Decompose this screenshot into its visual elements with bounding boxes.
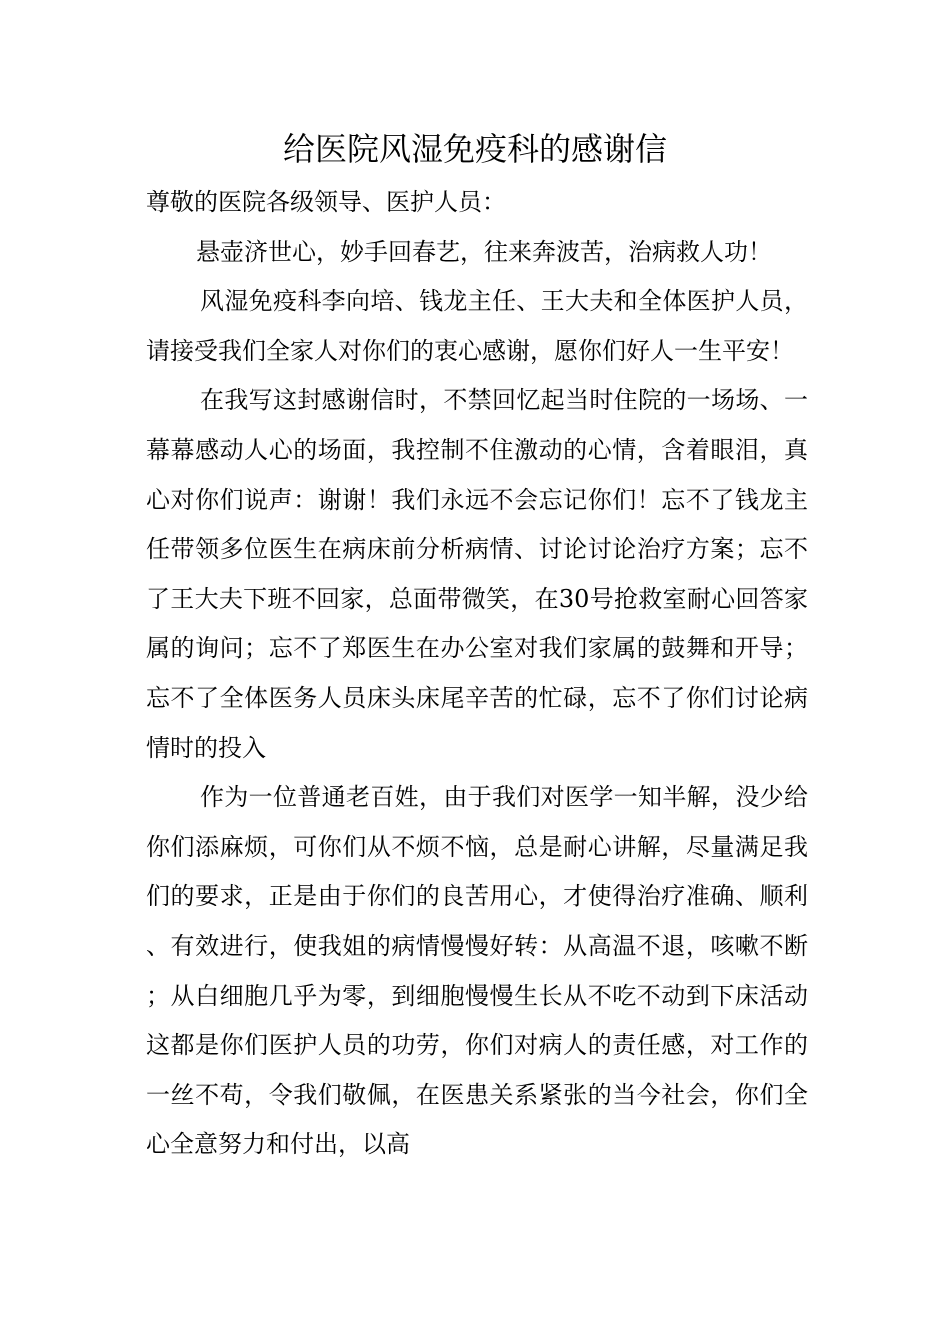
letter-body [146, 178, 808, 1170]
paragraph-thanks: 风湿免疫科李向培、钱龙主任、王大夫和全体医护人员，请接受我们全家人对你们的衷心感谢，愿你们好人一生平安！ [146, 287, 808, 365]
opening-verse: 悬壶济世心，妙手回春艺，往来奔波苦，治病救人功！ [196, 237, 772, 266]
letter-title: 给医院风湿免疫科的感谢信 [282, 130, 667, 168]
paragraph-gratitude: 作为一位普通老百姓，由于我们对医学一知半解，没少给你们添麻烦，可你们从不烦不恼，总是耐心讲解，尽量满足我们的要求，正是由于你们的良苦用心，才使得治疗准确、顺利、有效进行，使我姐的病情慢慢好转：从高温不退，咳嗽不断；从白细胞几乎为零，到细胞慢慢生长从不吃不动到下床活动这都是你们医护人员的功劳，你们对病人的责任感，对工作的一丝不苟，令我们敬佩，在医患关系紧张的当今社会，你们全心全意努力和付出，以高 [146, 783, 808, 1159]
paragraph-memories: 在我写这封感谢信时，不禁回忆起当时住院的一场场、一幕幕感动人心的场面，我控制不住激动的心情，含着眼泪，真心对你们说声：谢谢！我们永远不会忘记你们！忘不了钱龙主任带领多位医生在病床前分析病情、讨论讨论治疗方案；忘不了王大夫下班不回家，总面带微笑，在30号抢救室耐心回答家属的询问；忘不了郑医生在办公室对我们家属的鼓舞和开导；忘不了全体医务人员床头床尾辛苦的忙碌，忘不了你们讨论病情时的投入 [146, 386, 808, 762]
letter-salutation: 尊敬的医院各级领导、医护人员： [146, 188, 506, 216]
